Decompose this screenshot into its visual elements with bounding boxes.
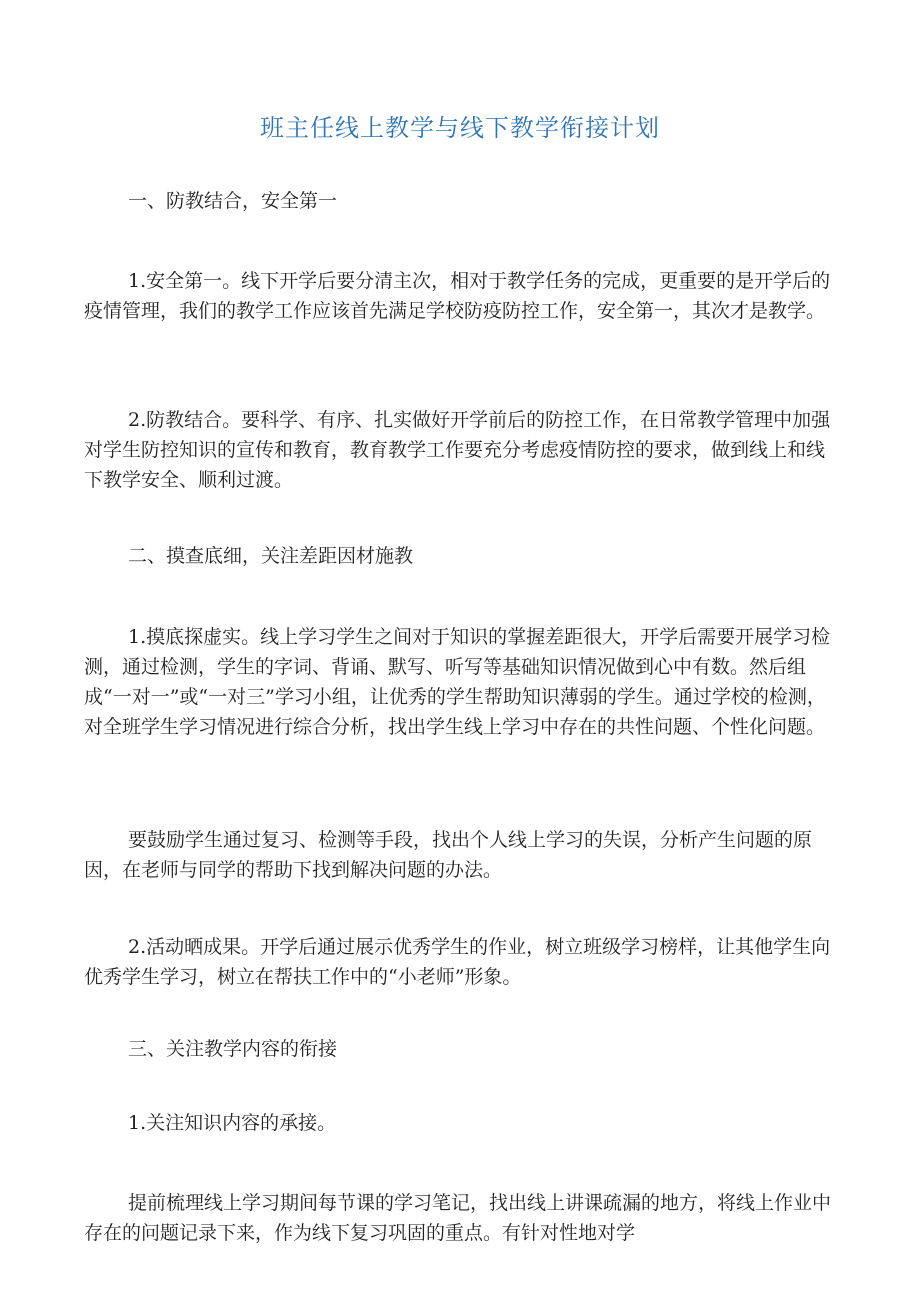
paragraph-prevention-teaching: 2.防教结合。要科学、有序、扎实做好开学前后的防控工作，在日常教学管理中加强对学生防控知识的宣传和教育，教育教学工作要充分考虑疫情防控的要求，做到线上和线下教学安全、顺利过渡。	[84, 409, 831, 491]
paragraph-review-notes: 提前梳理线上学习期间每节课的学习笔记，找出线上讲课疏漏的地方，将线上作业中存在的问题记录下来，作为线下复习巩固的重点。有针对性地对学	[84, 1192, 832, 1244]
section-heading-1: 一、防教结合，安全第一	[128, 190, 338, 212]
paragraph-safety-first: 1.安全第一。线下开学后要分清主次，相对于教学任务的完成，更重要的是开学后的疫情管理，我们的教学工作应该首先满足学校防疫防控工作，安全第一，其次才是教学。	[84, 270, 831, 322]
section-heading-3: 三、关注教学内容的衔接	[128, 1038, 338, 1060]
section-heading-2: 二、摸查底细，关注差距因材施教	[128, 545, 414, 567]
paragraph-show-results: 2.活动晒成果。开学后通过展示优秀学生的作业，树立班级学习榜样，让其他学生向优秀学生学习，树立在帮扶工作中的“小老师”形象。	[84, 936, 831, 988]
subheading-knowledge-continuity: 1.关注知识内容的承接。	[128, 1112, 337, 1134]
paragraph-baseline-check: 1.摸底探虚实。线上学习学生之间对于知识的掌握差距很大，开学后需要开展学习检测，通过检测，学生的字词、背诵、默写、听写等基础知识情况做到心中有数。然后组成“一对一”或“一对三”学习小组，让优秀的学生帮助知识薄弱的学生。通过学校的检测，对全班学生学习情况进行综合分析，找出学生线上学习中存在的共性问题、个性化问题。	[84, 626, 831, 738]
paragraph-encourage-review: 要鼓励学生通过复习、检测等手段，找出个人线上学习的失误，分析产生问题的原因，在老师与同学的帮助下找到解决问题的办法。	[84, 829, 813, 881]
document-title: 班主任线上教学与线下教学衔接计划	[260, 114, 660, 142]
